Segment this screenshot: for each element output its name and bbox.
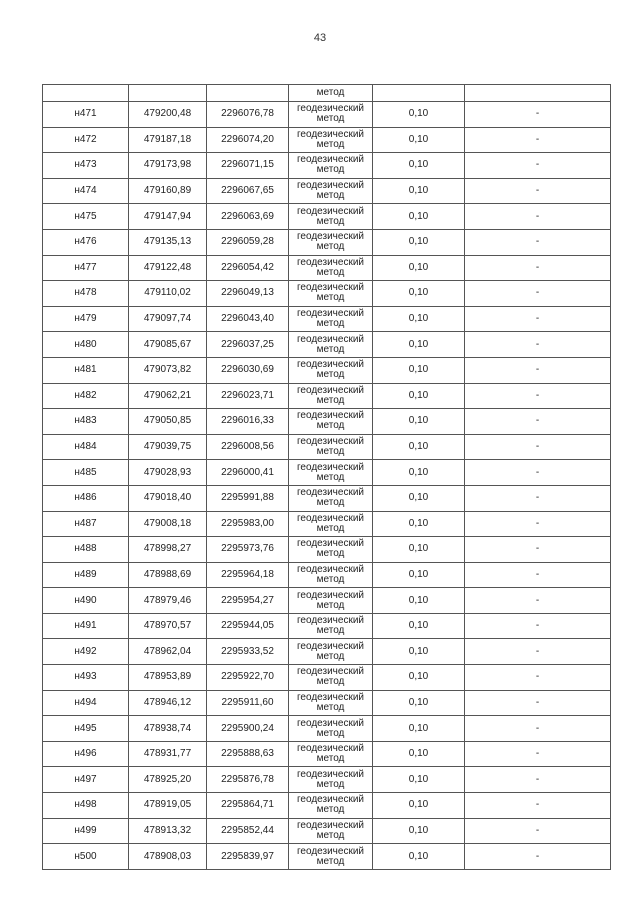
method-line-1: геодезический [297,231,364,243]
cell-note: - [465,153,611,179]
method-line-1: геодезический [297,256,364,268]
cell-method [289,306,373,332]
cell-accuracy: 0,10 [373,485,465,511]
cell-accuracy: 0,10 [373,460,465,486]
method-line-1: геодезический [297,819,364,831]
cell-y: 2295876,78 [207,767,289,793]
cell-name: н472 [43,127,129,153]
cell-accuracy: 0,10 [373,204,465,230]
cell-accuracy: 0,10 [373,639,465,665]
method-line-1: геодезический [297,180,364,192]
cell-x: 479147,94 [129,204,207,230]
cell-name: н495 [43,716,129,742]
cell-method [289,690,373,716]
cell-name: н499 [43,818,129,844]
cell-name: н490 [43,588,129,614]
cell-accuracy: 0,10 [373,716,465,742]
method-line-2: метод [316,138,345,150]
cell-x: 479062,21 [129,383,207,409]
cell-note: - [465,511,611,537]
table-row [43,357,611,383]
method-line-2: метод [316,446,345,458]
cell-name: н491 [43,613,129,639]
cell-note: - [465,178,611,204]
cell-name: н489 [43,562,129,588]
table-row [43,818,611,844]
method-line-1: геодезический [297,461,364,473]
cell-name: н476 [43,229,129,255]
table-row [43,793,611,819]
cell-accuracy: 0,10 [373,127,465,153]
cell-y [207,85,289,102]
cell-note: - [465,716,611,742]
cell-y: 2296059,28 [207,229,289,255]
method-line-1: геодезический [297,282,364,294]
coordinates-table [42,84,611,870]
cell-note: - [465,409,611,435]
cell-y: 2296049,13 [207,281,289,307]
cell-note: - [465,332,611,358]
cell-accuracy: 0,10 [373,357,465,383]
table-row [43,383,611,409]
cell-note: - [465,588,611,614]
table-row [43,741,611,767]
cell-note: - [465,639,611,665]
cell-name: н486 [43,485,129,511]
cell-x: 479135,13 [129,229,207,255]
cell-y: 2295964,18 [207,562,289,588]
cell-x: 478908,03 [129,844,207,870]
cell-y: 2296076,78 [207,102,289,128]
cell-method [289,178,373,204]
cell-x: 479018,40 [129,485,207,511]
cell-x [129,85,207,102]
method-line-2: метод [316,804,345,816]
cell-accuracy: 0,10 [373,537,465,563]
cell-x: 479028,93 [129,460,207,486]
cell-name: н474 [43,178,129,204]
method-line-2: метод [316,599,345,611]
cell-y: 2295983,00 [207,511,289,537]
method-line-2: метод [316,113,345,125]
method-line-1: геодезический [297,103,364,115]
cell-x: 479160,89 [129,178,207,204]
method-line-1: геодезический [297,512,364,524]
method-line-2: метод [316,266,345,278]
method-line-1: геодезический [297,589,364,601]
cell-method [289,332,373,358]
method-line-1: геодезический [297,384,364,396]
method-line-2: метод [316,676,345,688]
cell-method [289,409,373,435]
cell-name: н478 [43,281,129,307]
method-line-1: геодезический [297,563,364,575]
cell-method [289,281,373,307]
table-row [43,844,611,870]
cell-method [289,255,373,281]
table-row [43,537,611,563]
cell-y: 2295864,71 [207,793,289,819]
table-row [43,204,611,230]
cell-y: 2295900,24 [207,716,289,742]
table-row [43,102,611,128]
cell-accuracy: 0,10 [373,102,465,128]
method-line-2: метод [316,829,345,841]
cell-method [289,229,373,255]
cell-method [289,537,373,563]
cell-note: - [465,127,611,153]
cell-x: 478953,89 [129,665,207,691]
cell-y: 2295944,05 [207,613,289,639]
cell-method [289,434,373,460]
cell-note: - [465,741,611,767]
cell-note: - [465,485,611,511]
cell-note: - [465,562,611,588]
cell-note: - [465,613,611,639]
table-row [43,434,611,460]
method-line-2: метод [316,241,345,253]
table-row [43,281,611,307]
cell-y: 2296074,20 [207,127,289,153]
cell-accuracy: 0,10 [373,818,465,844]
method-line-1: геодезический [297,154,364,166]
method-line-2: метод [316,190,345,202]
cell-note: - [465,767,611,793]
table-row [43,716,611,742]
cell-name: н477 [43,255,129,281]
cell-x: 479039,75 [129,434,207,460]
cell-name [43,85,129,102]
cell-y: 2295888,63 [207,741,289,767]
table-row [43,613,611,639]
cell-method [289,613,373,639]
cell-accuracy: 0,10 [373,281,465,307]
cell-x: 478962,04 [129,639,207,665]
cell-name: н488 [43,537,129,563]
cell-method [289,793,373,819]
method-line-2: метод [316,497,345,509]
cell-name: н494 [43,690,129,716]
method-line-2: метод [316,369,345,381]
cell-accuracy: 0,10 [373,332,465,358]
cell-accuracy: 0,10 [373,306,465,332]
cell-name: н497 [43,767,129,793]
cell-accuracy: 0,10 [373,844,465,870]
cell-accuracy: 0,10 [373,562,465,588]
method-line-1: геодезический [297,640,364,652]
cell-x: 479187,18 [129,127,207,153]
table-row-continuation [43,85,611,102]
cell-note: - [465,383,611,409]
cell-note: - [465,357,611,383]
cell-accuracy: 0,10 [373,741,465,767]
cell-y: 2296063,69 [207,204,289,230]
cell-method [289,153,373,179]
method-line-1: геодезический [297,205,364,217]
cell-x: 479173,98 [129,153,207,179]
cell-x: 478998,27 [129,537,207,563]
cell-method [289,562,373,588]
cell-x: 479073,82 [129,357,207,383]
method-line-2: метод [316,650,345,662]
cell-name: н483 [43,409,129,435]
method-line-2: метод [316,215,345,227]
cell-note: - [465,434,611,460]
cell-x: 478946,12 [129,690,207,716]
table-row [43,255,611,281]
method-line-2: метод [316,625,345,637]
cell-note: - [465,204,611,230]
table-row [43,306,611,332]
table-row [43,767,611,793]
table-row [43,178,611,204]
cell-method [289,639,373,665]
cell-y: 2295933,52 [207,639,289,665]
method-line-1: геодезический [297,128,364,140]
cell-name: н500 [43,844,129,870]
table-row [43,665,611,691]
method-line-2: метод [316,855,345,867]
cell-x: 479200,48 [129,102,207,128]
table-row [43,332,611,358]
cell-y: 2296030,69 [207,357,289,383]
cell-note: - [465,844,611,870]
cell-method [289,588,373,614]
cell-y: 2296054,42 [207,255,289,281]
cell-y: 2295973,76 [207,537,289,563]
method-line-2: метод [316,573,345,585]
method-line-1: геодезический [297,487,364,499]
cell-note: - [465,818,611,844]
cell-method [289,767,373,793]
cell-x: 478913,32 [129,818,207,844]
cell-note: - [465,255,611,281]
method-line-1: геодезический [297,768,364,780]
cell-method [289,485,373,511]
cell-note: - [465,665,611,691]
method-line-2: метод [316,318,345,330]
method-line-2: метод [316,343,345,355]
cell-method [289,741,373,767]
cell-x: 478979,46 [129,588,207,614]
cell-name: н492 [43,639,129,665]
method-line-2: метод [316,727,345,739]
method-line-2: метод [316,701,345,713]
cell-name: н482 [43,383,129,409]
page-number: 43 [313,32,327,44]
cell-accuracy: 0,10 [373,511,465,537]
cell-y: 2296037,25 [207,332,289,358]
method-line-1: геодезический [297,845,364,857]
cell-x: 479122,48 [129,255,207,281]
cell-name: н481 [43,357,129,383]
cell-y: 2296067,65 [207,178,289,204]
cell-note: - [465,102,611,128]
method-line-1: геодезический [297,538,364,550]
method-line-1: геодезический [297,410,364,422]
cell-x: 479008,18 [129,511,207,537]
method-line-1: геодезический [297,717,364,729]
method-line-2: метод [316,420,345,432]
cell-note: - [465,690,611,716]
table-row [43,153,611,179]
cell-accuracy: 0,10 [373,613,465,639]
cell-y: 2296000,41 [207,460,289,486]
cell-x: 479110,02 [129,281,207,307]
cell-method [289,716,373,742]
cell-x: 479097,74 [129,306,207,332]
cell-method [289,818,373,844]
method-line-2: метод [316,522,345,534]
table-row [43,127,611,153]
cell-name: н484 [43,434,129,460]
table-row [43,409,611,435]
cell-note: - [465,537,611,563]
cell-name: н498 [43,793,129,819]
cell-accuracy: 0,10 [373,153,465,179]
cell-note: - [465,306,611,332]
method-line-1: геодезический [297,436,364,448]
cell-y: 2296043,40 [207,306,289,332]
cell-note: - [465,460,611,486]
cell-y: 2296016,33 [207,409,289,435]
cell-x: 478925,20 [129,767,207,793]
method-line-1: геодезический [297,666,364,678]
cell-name: н496 [43,741,129,767]
cell-y: 2295922,70 [207,665,289,691]
cell-accuracy: 0,10 [373,690,465,716]
table-row [43,690,611,716]
cell-name: н487 [43,511,129,537]
cell-accuracy: 0,10 [373,255,465,281]
method-line-2: метод [316,471,345,483]
cell-method [289,127,373,153]
table-row [43,460,611,486]
cell-method: метод [289,85,373,102]
cell-x: 479050,85 [129,409,207,435]
method-line-2: метод [316,164,345,176]
cell-accuracy: 0,10 [373,409,465,435]
cell-method [289,383,373,409]
cell-x: 478970,57 [129,613,207,639]
cell-method [289,844,373,870]
method-line-1: геодезический [297,794,364,806]
cell-note [465,85,611,102]
cell-y: 2295911,60 [207,690,289,716]
cell-accuracy: 0,10 [373,767,465,793]
cell-note: - [465,281,611,307]
cell-y: 2295852,44 [207,818,289,844]
cell-name: н475 [43,204,129,230]
method-line-1: геодезический [297,691,364,703]
cell-name: н485 [43,460,129,486]
method-line-2: метод [316,548,345,560]
method-line-1: геодезический [297,308,364,320]
cell-method [289,460,373,486]
cell-accuracy: 0,10 [373,178,465,204]
cell-method [289,357,373,383]
cell-accuracy: 0,10 [373,665,465,691]
cell-x: 478988,69 [129,562,207,588]
cell-y: 2296023,71 [207,383,289,409]
cell-method [289,102,373,128]
cell-accuracy [373,85,465,102]
method-line-1: геодезический [297,743,364,755]
cell-name: н493 [43,665,129,691]
cell-name: н471 [43,102,129,128]
cell-x: 478938,74 [129,716,207,742]
table-row [43,588,611,614]
cell-x: 479085,67 [129,332,207,358]
cell-name: н479 [43,306,129,332]
table-row [43,229,611,255]
cell-accuracy: 0,10 [373,793,465,819]
cell-accuracy: 0,10 [373,588,465,614]
method-line-1: геодезический [297,333,364,345]
cell-note: - [465,793,611,819]
cell-accuracy: 0,10 [373,383,465,409]
method-line-2: метод [316,778,345,790]
cell-x: 478931,77 [129,741,207,767]
cell-name: н480 [43,332,129,358]
cell-method [289,665,373,691]
method-line-1: геодезический [297,615,364,627]
cell-method [289,204,373,230]
table-row [43,562,611,588]
method-line-1: геодезический [297,359,364,371]
cell-accuracy: 0,10 [373,434,465,460]
cell-method [289,511,373,537]
cell-x: 478919,05 [129,793,207,819]
cell-y: 2295954,27 [207,588,289,614]
method-line-2: метод [316,394,345,406]
table-row [43,485,611,511]
table-row [43,511,611,537]
table-row [43,639,611,665]
cell-name: н473 [43,153,129,179]
method-line-2: метод [316,753,345,765]
cell-accuracy: 0,10 [373,229,465,255]
cell-y: 2295991,88 [207,485,289,511]
cell-y: 2295839,97 [207,844,289,870]
method-line-2: метод [316,292,345,304]
cell-y: 2296071,15 [207,153,289,179]
cell-note: - [465,229,611,255]
cell-y: 2296008,56 [207,434,289,460]
